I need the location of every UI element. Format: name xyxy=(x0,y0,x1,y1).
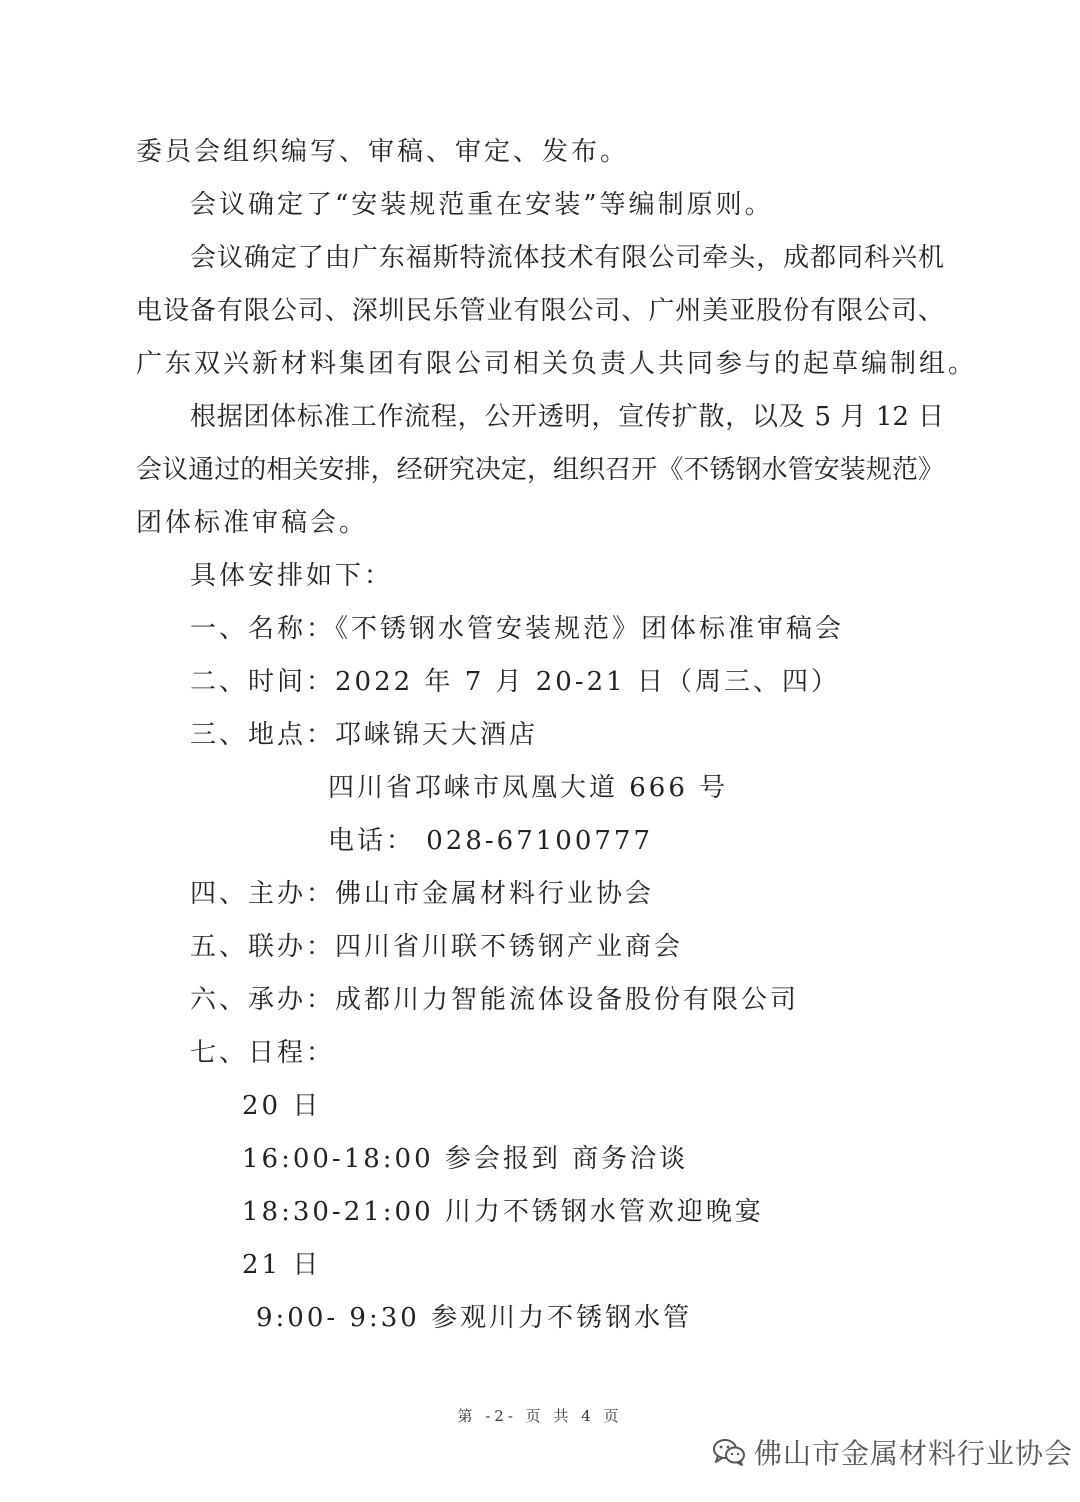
body-line-3: 会议确定了由广东福斯特流体技术有限公司牵头，成都同科兴机 xyxy=(190,243,944,273)
item-host: 四、主办：佛山市金属材料行业协会 xyxy=(190,879,655,909)
item-co-host: 五、联办：四川省川联不锈钢产业商会 xyxy=(190,932,684,962)
body-line-2: 会议确定了“安装规范重在安装”等编制原则。 xyxy=(190,190,774,220)
item-time: 二、时间：2022 年 7 月 20-21 日（周三、四） xyxy=(190,667,840,697)
wechat-watermark xyxy=(712,1432,1073,1472)
schedule-day-21: 21 日 xyxy=(242,1250,322,1280)
body-line-8: 团体标准审稿会。 xyxy=(136,508,369,538)
body-line-4: 电设备有限公司、深圳民乐管业有限公司、广州美亚股份有限公司、 xyxy=(136,296,944,326)
location-phone: 电话： 028-67100777 xyxy=(328,826,654,856)
schedule-day-20: 20 日 xyxy=(242,1091,322,1121)
schedule-entry-banquet: 18:30-21:00 川力不锈钢水管欢迎晚宴 xyxy=(242,1197,764,1227)
body-line-7: 会议通过的相关安排，经研究决定，组织召开《不锈钢水管安装规范》 xyxy=(136,455,944,485)
page-number-footer: 第 -2- 页 共 4 页 xyxy=(457,1407,623,1425)
body-line-1: 委员会组织编写、审稿、审定、发布。 xyxy=(136,137,630,167)
item-name: 一、名称：《不锈钢水管安装规范》团体标准审稿会 xyxy=(190,614,845,644)
item-organizer: 六、承办：成都川力智能流体设备股份有限公司 xyxy=(190,985,800,1015)
watermark-account-name: 佛山市金属材料行业协会 xyxy=(754,1437,1074,1470)
location-address: 四川省邛崃市凤凰大道 666 号 xyxy=(328,773,729,803)
wechat-icon xyxy=(712,1437,746,1467)
body-line-5: 广东双兴新材料集团有限公司相关负责人共同参与的起草编制组。 xyxy=(136,349,978,379)
arrangement-heading: 具体安排如下： xyxy=(190,561,394,591)
body-line-6: 根据团体标准工作流程，公开透明，宣传扩散，以及 5 月 12 日 xyxy=(190,402,944,432)
schedule-entry-visit: 9:00- 9:30 参观川力不锈钢水管 xyxy=(256,1303,693,1333)
item-schedule: 七、日程： xyxy=(190,1038,336,1068)
item-location: 三、地点：邛崃锦天大酒店 xyxy=(190,720,539,750)
schedule-entry-registration: 16:00-18:00 参会报到 商务洽谈 xyxy=(242,1144,689,1174)
